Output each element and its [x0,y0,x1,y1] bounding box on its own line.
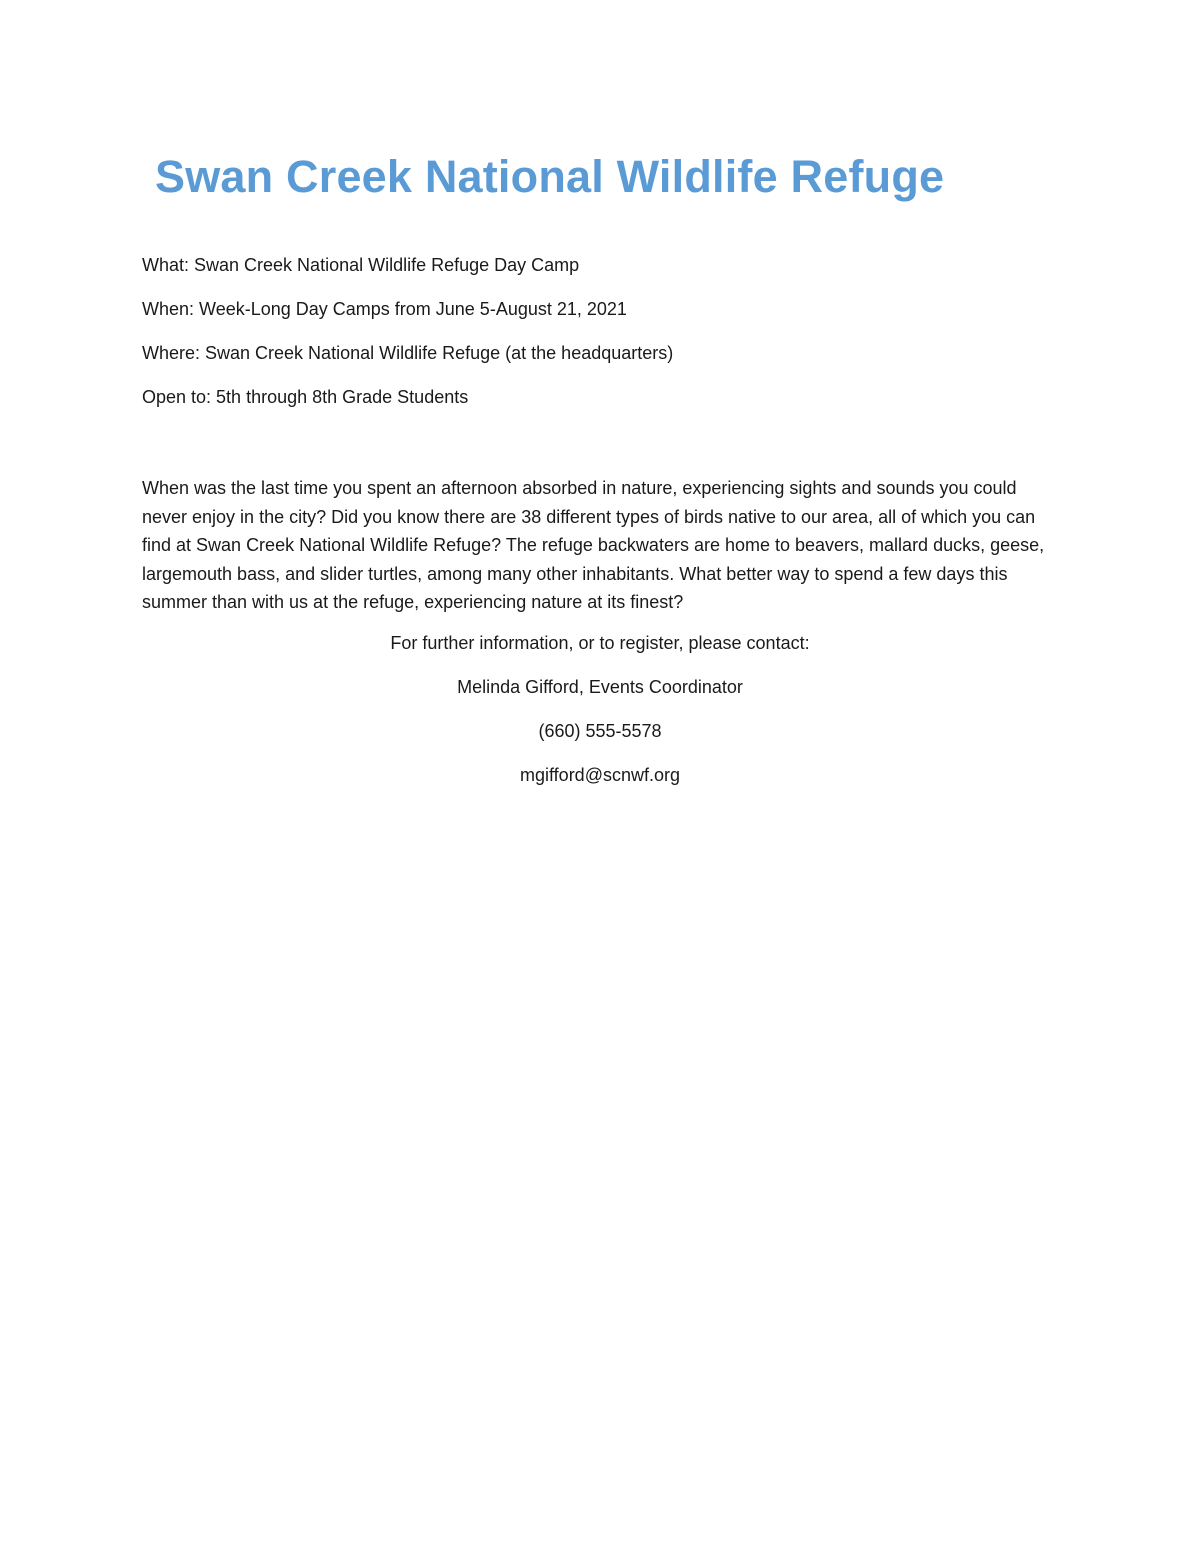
contact-block [142,632,1058,808]
page-title: Swan Creek National Wildlife Refuge [155,151,945,202]
description-paragraph: When was the last time you spent an afternoon absorbed in nature, experiencing sights and sounds you could never enjoy in the city? Did you know there are 38 different types of birds native to our area, all of which you can find at Swan Creek National Wildlife Refuge? The refuge backwaters are home to beavers, mallard ducks, geese, largemouth bass, and slider turtles, among many other inhabitants. What better way to spend a few days this summer than with us at the refuge, experiencing nature at its finest? [142,478,1045,613]
event-details [142,254,1062,430]
contact-email: mgifford@scnwf.org [520,765,680,785]
detail-open-to: Open to: 5th through 8th Grade Students [142,387,469,407]
detail-where: Where: Swan Creek National Wildlife Refuge (at the headquarters) [142,343,674,363]
contact-intro: For further information, or to register, please contact: [390,633,810,653]
contact-name: Melinda Gifford, Events Coordinator [457,677,743,697]
detail-what: What: Swan Creek National Wildlife Refuge Day Camp [142,255,580,275]
contact-phone: (660) 555-5578 [538,721,662,741]
detail-when: When: Week-Long Day Camps from June 5-August 21, 2021 [142,299,627,319]
